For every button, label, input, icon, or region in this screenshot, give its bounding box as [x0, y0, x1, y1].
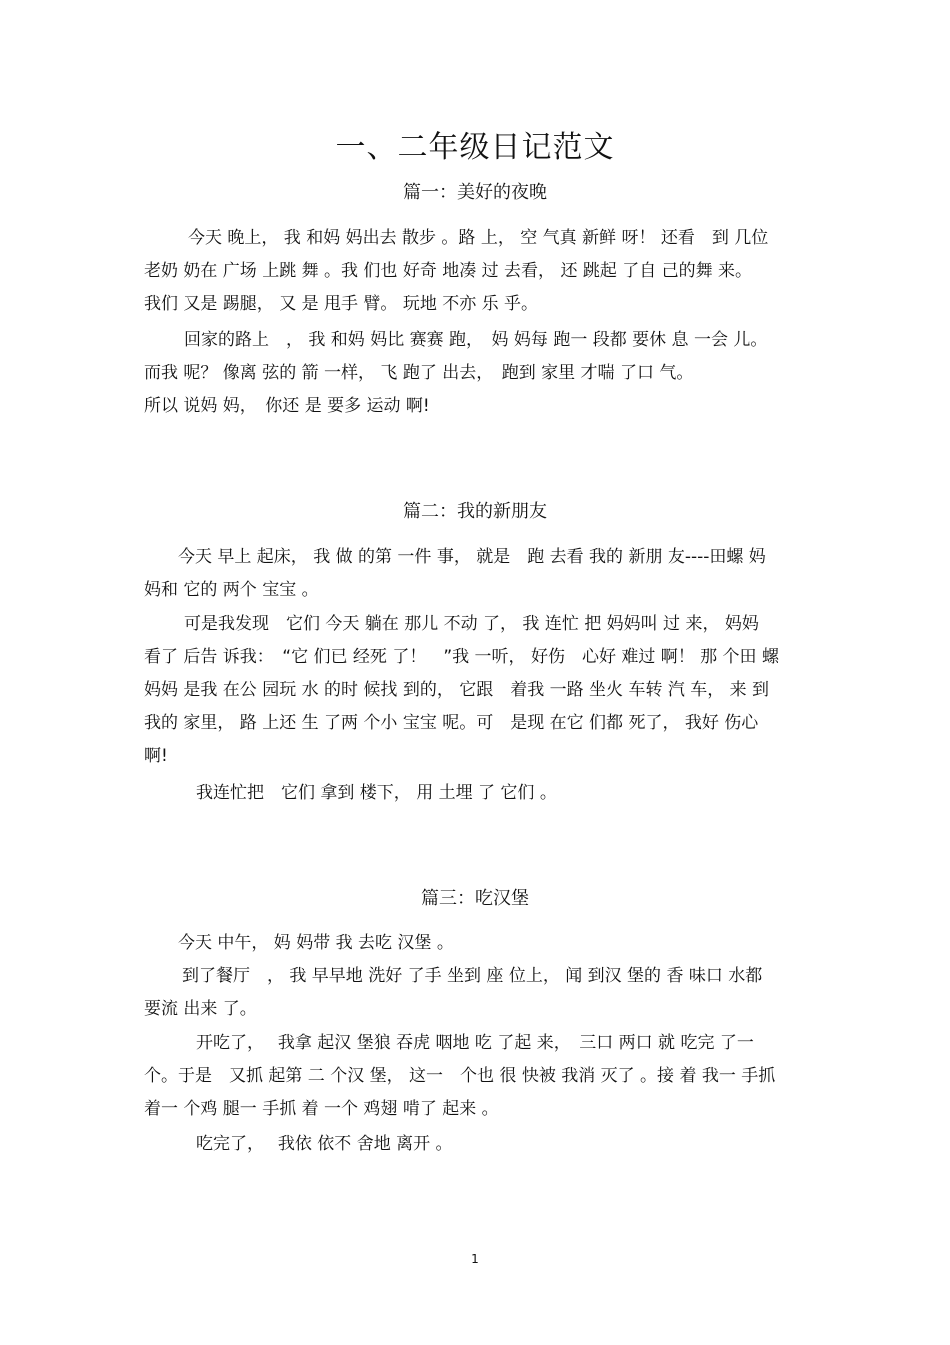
text-line: 可是我发现 它们 今天 躺在 那儿 不动 了， 我 连忙 把 妈妈叫 过 来， 妈妈: [184, 614, 759, 634]
text-line: 今天 早上 起床， 我 做 的第 一件 事， 就是 跑 去看 我的 新朋 友----田螺 妈: [178, 547, 766, 567]
text-line: 开吃了， 我拿 起汉 堡狼 吞虎 咽地 吃 了起 来， 三口 两口 就 吃完 了一: [196, 1033, 754, 1053]
section-3-paragraph-4: [144, 1128, 809, 1161]
text-line: 吃完了， 我依 依不 舍地 离开 。: [196, 1134, 453, 1154]
page-number: 1: [471, 1252, 479, 1266]
text-line: 妈妈 是我 在公 园玩 水 的时 候找 到的， 它跟 着我 一路 坐火 车转 汽 车， 来 到: [144, 680, 770, 700]
text-line: 我们 又是 踢腿， 又 是 甩手 臂。 玩地 不亦 乐 乎。: [144, 294, 539, 314]
text-line: 个。于是 又抓 起第 二 个汉 堡， 这一 个也 很 快被 我消 灭了 。接 着 我一 手抓: [144, 1066, 776, 1086]
text-line: 今天 晚上， 我 和妈 妈出去 散步 。路 上， 空 气真 新鲜 呀！ 还看 到 几位: [188, 228, 769, 248]
section-3-paragraph-1: [144, 927, 809, 960]
text-line: 要流 出来 了。: [144, 999, 257, 1019]
section-heading-1: 篇一：美好的夜晚: [403, 182, 547, 203]
section-heading-2: 篇二：我的新朋友: [403, 501, 547, 522]
text-line: 啊!: [144, 746, 168, 766]
section-3-paragraph-2: [144, 960, 809, 1026]
section-3-paragraph-3: [144, 1027, 809, 1126]
text-line: 我连忙把 它们 拿到 楼下， 用 土埋 了 它们 。: [196, 783, 557, 803]
text-line: 到了餐厅 ， 我 早早地 洗好 了手 坐到 座 位上， 闻 到汉 堡的 香 味口 水都: [182, 966, 763, 986]
page-title: 一、二年级日记范文: [335, 130, 615, 165]
section-1-paragraph-2: [144, 324, 809, 423]
text-line: 妈和 它的 两个 宝宝 。: [144, 580, 319, 600]
text-line: 今天 中午， 妈 妈带 我 去吃 汉堡 。: [178, 933, 454, 953]
section-2-paragraph-1: [144, 541, 809, 607]
text-line: 所以 说妈 妈， 你还 是 要多 运动 啊!: [144, 396, 430, 416]
section-1-paragraph-1: [144, 222, 809, 321]
text-line: 我的 家里， 路 上还 生 了两 个小 宝宝 呢。可 是现 在它 们都 死了， 我好 伤心: [144, 713, 759, 733]
text-line: 着一 个鸡 腿一 手抓 着 一个 鸡翅 啃了 起来 。: [144, 1099, 499, 1119]
section-heading-3: 篇三：吃汉堡: [421, 888, 529, 909]
section-2-paragraph-3: [144, 777, 809, 810]
text-line: 老奶 奶在 广场 上跳 舞 。我 们也 好奇 地凑 过 去看， 还 跳起 了自 己的舞 来。: [144, 261, 753, 281]
text-line: 而我 呢？ 像离 弦的 箭 一样， 飞 跑了 出去， 跑到 家里 才喘 了口 气。: [144, 363, 694, 383]
text-line: 看了 后告 诉我： “它 们已 经死 了！ ”我 一听， 好伤 心好 难过 啊！ 那 个田 螺: [144, 647, 779, 667]
text-line: 回家的路上 ， 我 和妈 妈比 赛赛 跑， 妈 妈每 跑一 段都 要休 息 一会 儿。: [184, 330, 768, 350]
section-2-paragraph-2: [144, 608, 809, 773]
